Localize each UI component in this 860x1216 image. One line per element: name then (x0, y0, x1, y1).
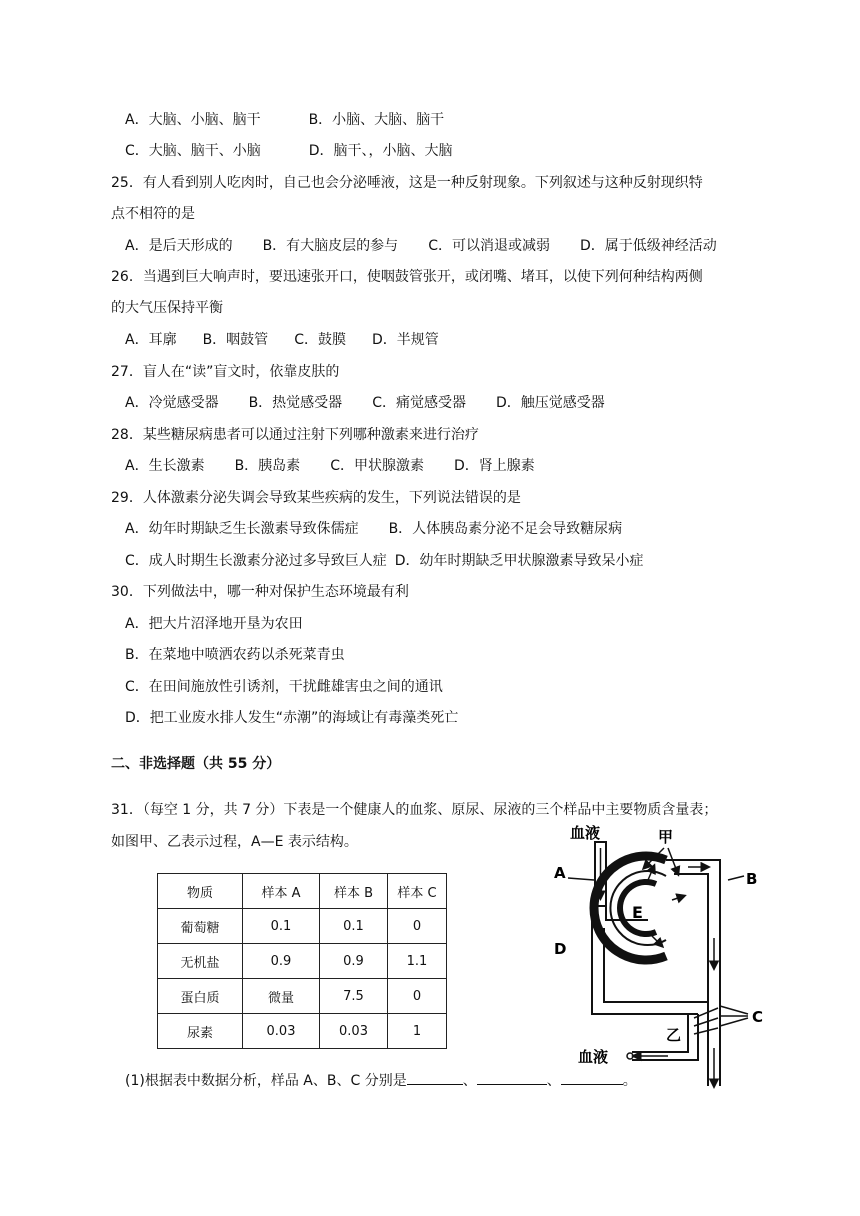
q29-option-a: A．幼年时期缺乏生长激素导致侏儒症 (125, 521, 359, 537)
answer-blank-b[interactable] (477, 1070, 547, 1085)
yi-label: 乙 (666, 1026, 682, 1044)
q30-stem: 30．下列做法中，哪一种对保护生态环境最有利 (111, 584, 409, 600)
label-a-pointer (568, 878, 594, 880)
table-row (158, 944, 447, 979)
q26-options (125, 330, 439, 350)
q31-sub1-prefix: (1)根据表中数据分析，样品 A、B、C 分别是 (125, 1073, 407, 1089)
q31-stem-line-1: 31．（每空 1 分，共 7 分）下表是一个健康人的血浆、原尿、尿液的三个样品中主要物质含量表； (111, 802, 718, 818)
table-cell: 尿素 (158, 1014, 243, 1049)
table-header-cell: 样本 B (320, 874, 388, 909)
table-cell: 7.5 (320, 979, 388, 1014)
q26-option-a: A．耳廓 (125, 332, 177, 348)
table-cell: 1 (388, 1014, 447, 1049)
table-row (158, 1014, 447, 1049)
table-cell: 0.1 (320, 909, 388, 944)
q29-option-c: C．成人时期生长激素分泌过多导致巨人症 (125, 553, 387, 569)
q30-option-a: A．把大片沼泽地开垦为农田 (125, 616, 303, 632)
table-cell: 微量 (243, 979, 320, 1014)
q24-option-row-2 (125, 141, 453, 161)
q30-option-d: D．把工业废水排人发生“赤潮”的海域让有毒藻类死亡 (125, 710, 459, 726)
table-cell: 蛋白质 (158, 979, 243, 1014)
label-e: E (632, 903, 643, 922)
q25-option-b: B．有大脑皮层的参与 (262, 238, 399, 254)
table-header-row (158, 874, 447, 909)
table-cell: 0 (388, 979, 447, 1014)
peritubular-capillary (688, 1014, 698, 1050)
table-cell: 0.9 (243, 944, 320, 979)
label-d: D (554, 940, 567, 958)
q29-option-d: D．幼年时期缺乏甲状腺激素导致呆小症 (394, 553, 644, 569)
q30-option-b: B．在菜地中喷洒农药以杀死菜青虫 (125, 647, 345, 663)
q26-option-b: B．咽鼓管 (202, 332, 269, 348)
q27-option-b: B．热觉感受器 (248, 395, 343, 411)
q25-stem-line-1: 25．有人看到别人吃肉时，自己也会分泌唾液，这是一种反射现象。下列叙述与这种反射现织特 (111, 175, 703, 191)
table-header-cell: 样本 C (388, 874, 447, 909)
q26-option-c: C．鼓膜 (294, 332, 346, 348)
q31-sub1-sep1: 、 (462, 1073, 477, 1089)
q26-stem-line-2: 的大气压保持平衡 (111, 300, 223, 316)
q31-sub1-sep2: 、 (546, 1073, 561, 1089)
table-cell: 0.9 (320, 944, 388, 979)
jia-label: 甲 (658, 828, 674, 846)
q27-option-d: D．触压觉感受器 (495, 395, 605, 411)
q26-option-d: D．半规管 (371, 332, 439, 348)
q25-option-d: D．属于低级神经活动 (579, 238, 717, 254)
table-cell: 无机盐 (158, 944, 243, 979)
q27-option-c: C．痛觉感受器 (372, 395, 466, 411)
q27-stem: 27．盲人在“读”盲文时，依靠皮肤的 (111, 364, 340, 380)
answer-blank-a[interactable] (407, 1070, 463, 1085)
q24-option-row-1 (125, 110, 444, 130)
q25-option-a: A．是后天形成的 (125, 238, 233, 254)
table-cell: 0.1 (243, 909, 320, 944)
section-title: 二、非选择题（共 55 分） (111, 756, 281, 772)
q29-option-row-1 (125, 519, 622, 539)
q26-stem-line-1: 26．当遇到巨大响声时，要迅速张开口，使咽鼓管张开，或闭嘴、堵耳，以使下列何种结构两侧 (111, 269, 703, 285)
label-c: C (752, 1008, 764, 1026)
table-cell: 葡萄糖 (158, 909, 243, 944)
q28-options (125, 456, 535, 476)
q28-option-d: D．肾上腺素 (453, 458, 535, 474)
table-row (158, 909, 447, 944)
label-b-pointer (728, 876, 744, 880)
q27-options (125, 393, 605, 413)
table-row (158, 979, 447, 1014)
table-header-cell: 样本 A (243, 874, 320, 909)
substance-table (157, 873, 447, 1049)
q25-option-c: C．可以消退或减弱 (428, 238, 550, 254)
q25-options (125, 236, 717, 256)
label-a: A (554, 864, 566, 882)
q28-option-c: C．甲状腺激素 (330, 458, 424, 474)
q29-stem: 29．人体激素分泌失调会导致某些疾病的发生，下列说法错误的是 (111, 490, 521, 506)
q24-option-b: B．小脑、大脑、脑干 (308, 112, 445, 128)
table-cell: 0.03 (320, 1014, 388, 1049)
q28-option-b: B．胰岛素 (234, 458, 301, 474)
table-cell: 0 (388, 909, 447, 944)
q31-sub1-end: 。 (622, 1073, 637, 1089)
blood-top-label: 血液 (570, 824, 601, 842)
q24-option-d: D．脑干、，小脑、大脑 (308, 143, 453, 159)
q24-option-a: A．大脑、小脑、脑干 (125, 112, 261, 128)
table-cell: 1.1 (388, 944, 447, 979)
q29-option-row-2 (125, 551, 644, 571)
q31-stem-line-2: 如图甲、乙表示过程，A—E 表示结构。 (111, 834, 358, 850)
nephron-diagram (548, 818, 773, 1108)
q28-stem: 28．某些糖尿病患者可以通过注射下列哪种激素来进行治疗 (111, 427, 479, 443)
q24-option-c: C．大脑、脑干、小脑 (125, 143, 261, 159)
table-cell: 0.03 (243, 1014, 320, 1049)
table-header-cell: 物质 (158, 874, 243, 909)
q27-option-a: A．冷觉感受器 (125, 395, 219, 411)
blood-bottom-label: 血液 (578, 1048, 609, 1066)
q29-option-b: B．人体胰岛素分泌不足会导致糖尿病 (388, 521, 623, 537)
label-b: B (746, 870, 758, 888)
q28-option-a: A．生长激素 (125, 458, 205, 474)
q30-option-c: C．在田间施放性引诱剂，干扰雌雄害虫之间的通讯 (125, 679, 443, 695)
q25-stem-line-2: 点不相符的是 (111, 206, 195, 222)
